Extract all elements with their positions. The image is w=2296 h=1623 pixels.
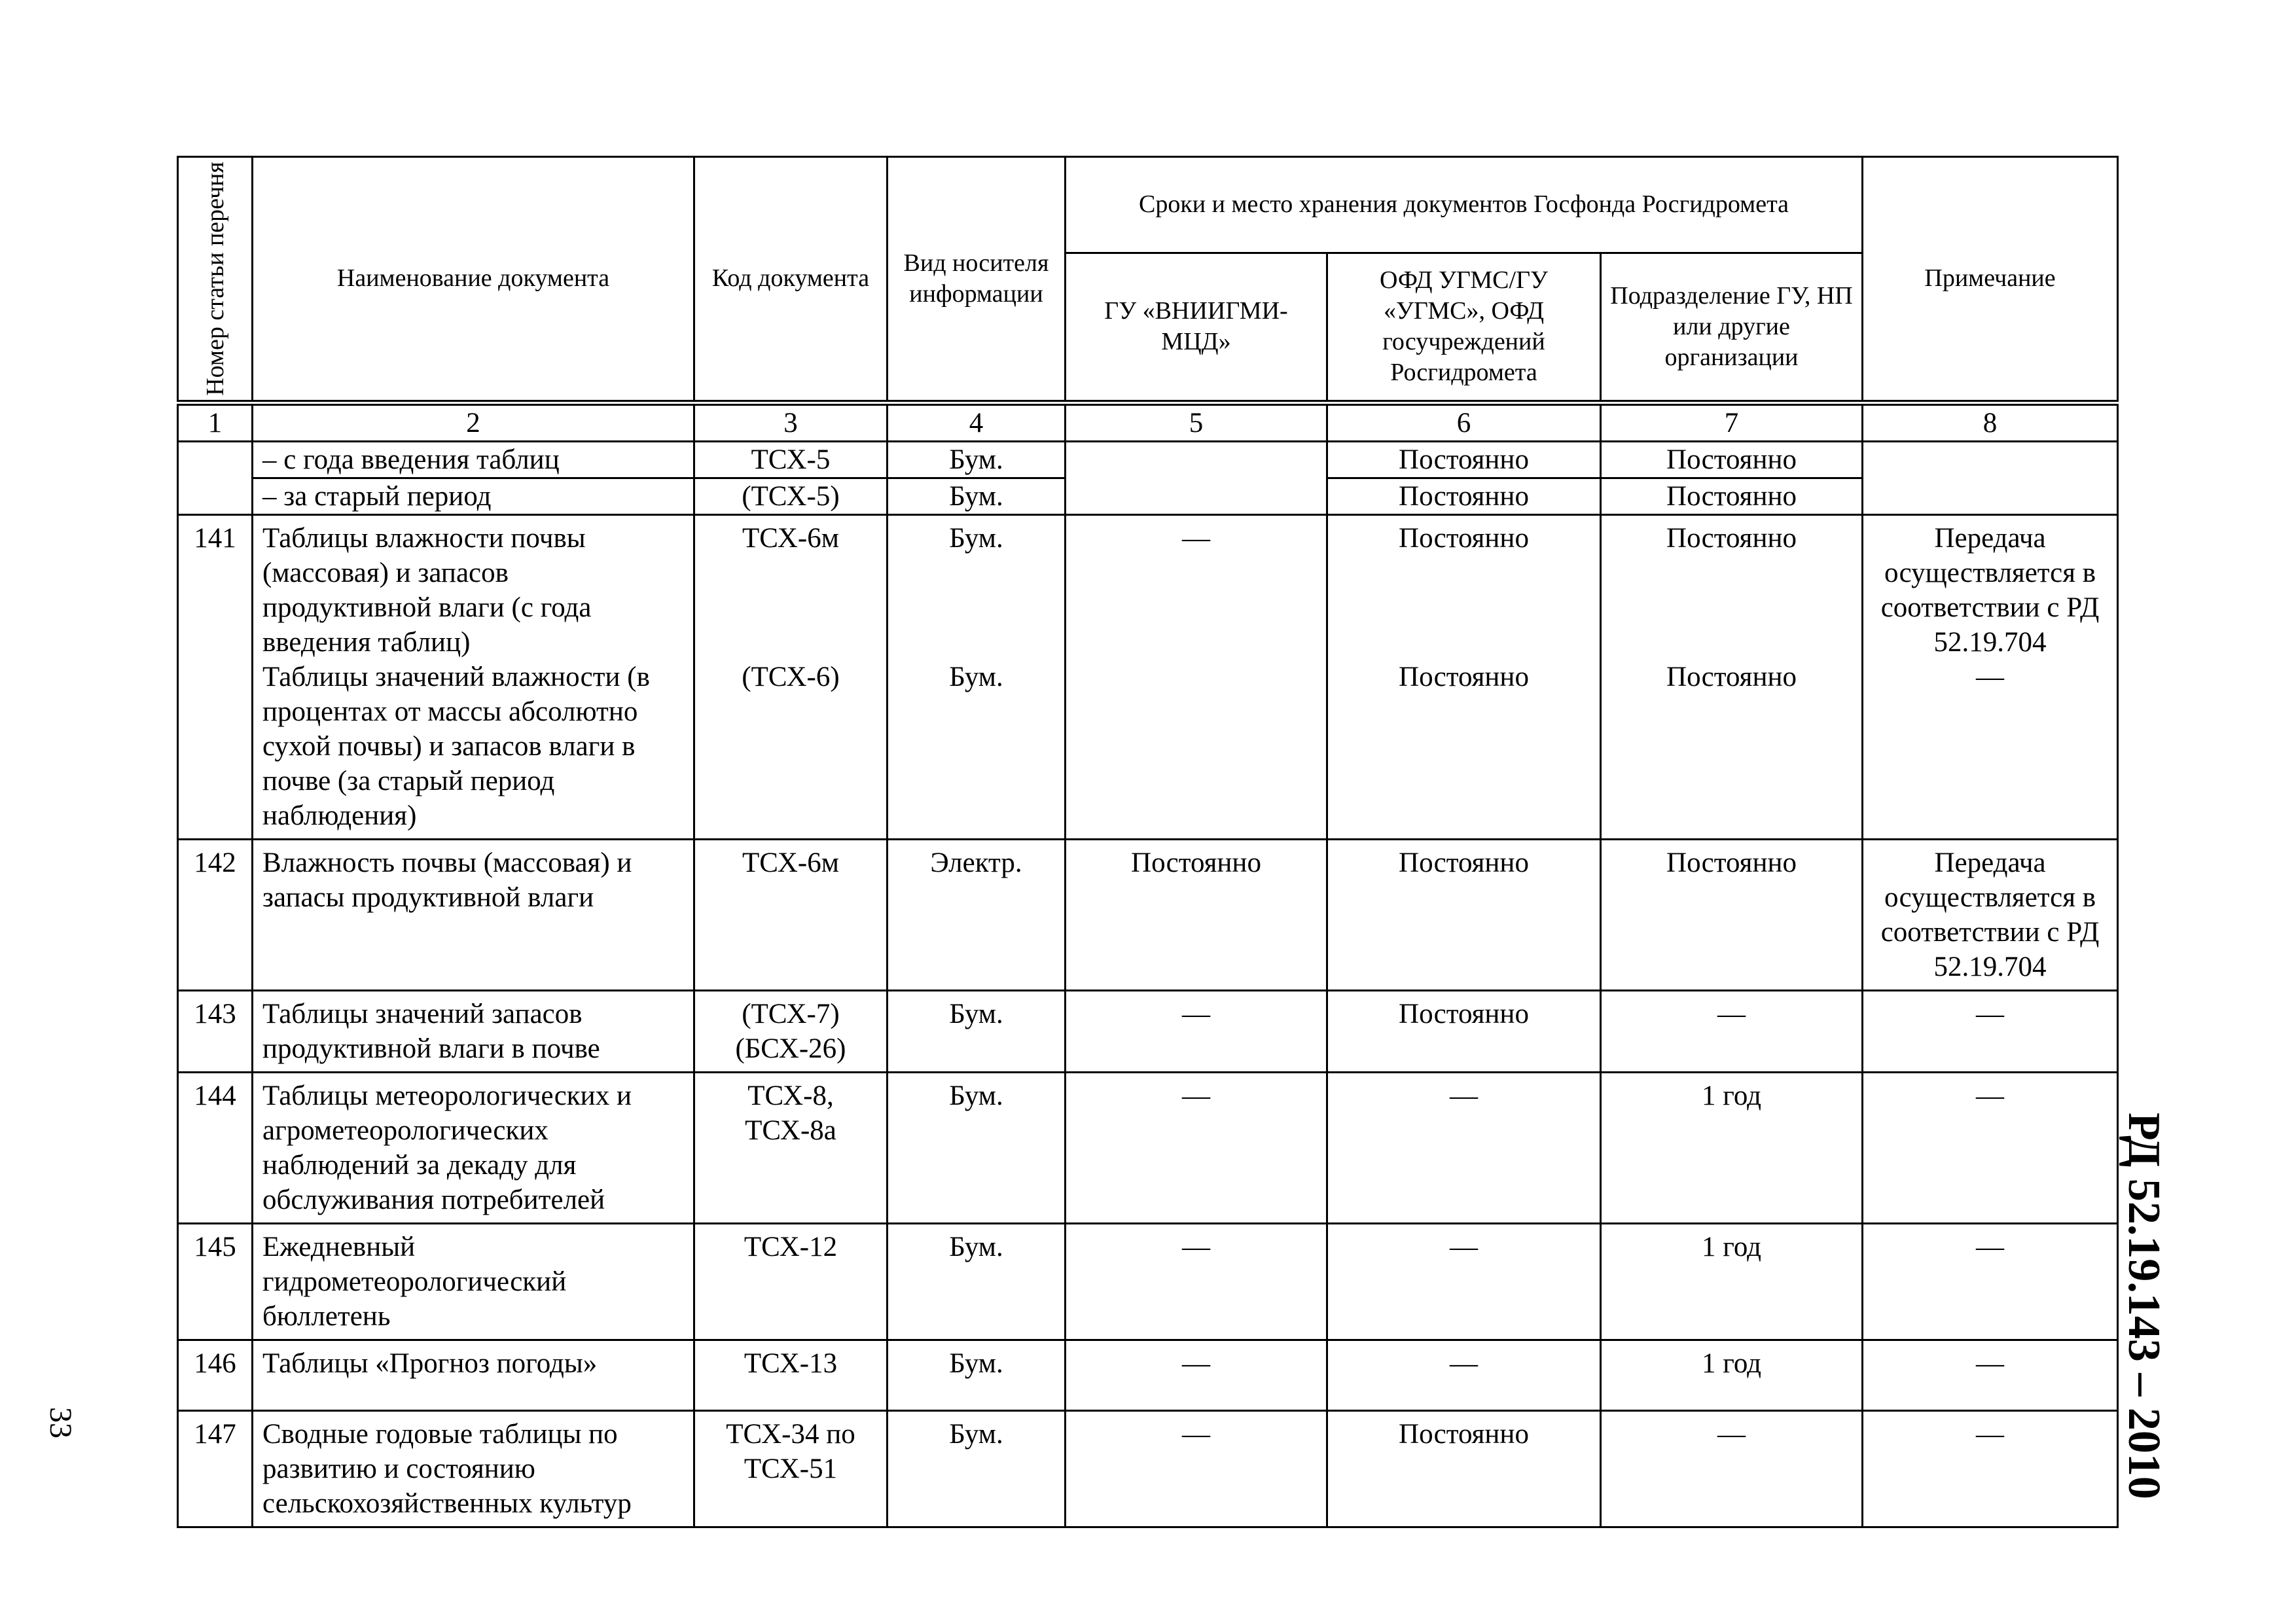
document-table — [177, 156, 2119, 1528]
storage-ofd-2: Постоянно — [1399, 661, 1529, 692]
col-number-6: 6 — [1327, 402, 1601, 441]
col-number-7: 7 — [1601, 402, 1863, 441]
row-number: 146 — [178, 1340, 253, 1410]
storage-ofd: Постоянно — [1327, 839, 1601, 990]
col-number-8: 8 — [1863, 402, 2118, 441]
storage-vniigmi — [1066, 441, 1327, 514]
doc-name: Таблицы значений запасов продуктивной влаги в почве — [253, 990, 694, 1072]
doc-media-2: Бум. — [949, 661, 1003, 692]
doc-name: – за старый период — [253, 478, 694, 514]
storage-vniigmi: — — [1066, 514, 1327, 839]
doc-code: (ТСХ-7) (БСХ-26) — [694, 990, 888, 1072]
storage-subdivision: 1 год — [1601, 1072, 1863, 1223]
table-row — [178, 839, 2118, 990]
header-code: Код документа — [694, 157, 888, 403]
note — [1863, 441, 2118, 514]
storage-subdivision: Постоянно — [1601, 441, 1863, 478]
storage-vniigmi: — — [1066, 1223, 1327, 1340]
doc-name: Сводные годовые таблицы по развитию и состоянию сельскохозяйственных культур — [253, 1410, 694, 1527]
row-number: 142 — [178, 839, 253, 990]
col-number-1: 1 — [178, 402, 253, 441]
doc-name: Таблицы метеорологических и агрометеорологических наблюдений за декаду для обслуживания потребителей — [253, 1072, 694, 1223]
storage-subdivision: Постоянно — [1601, 839, 1863, 990]
row-number: 147 — [178, 1410, 253, 1527]
doc-name: Таблицы «Прогноз погоды» — [253, 1340, 694, 1410]
storage-subdivision: 1 год — [1601, 1223, 1863, 1340]
doc-media: Бум. — [888, 478, 1066, 514]
col-number-4: 4 — [888, 402, 1066, 441]
header-number: Номер статьи перечня — [178, 157, 253, 403]
storage-vniigmi: — — [1066, 1410, 1327, 1527]
storage-ofd: Постоянно — [1327, 441, 1601, 478]
doc-code: ТСХ-5 — [694, 441, 888, 478]
note: Передача осуществляется в соответствии с РД 52.19.704 — [1863, 839, 2118, 990]
table-row — [178, 990, 2118, 1072]
doc-name — [253, 514, 694, 839]
table-row — [178, 441, 2118, 478]
doc-media: Бум. — [888, 441, 1066, 478]
header-subdivision: Подразделение ГУ, НП или другие организации — [1601, 253, 1863, 402]
header-vniigmi: ГУ «ВНИИГМИ-МЦД» — [1066, 253, 1327, 402]
document-code: РД 52.19.143 – 2010 — [2119, 1113, 2169, 1499]
storage-subdivision: Постоянно — [1601, 478, 1863, 514]
doc-code: ТСХ-34 по ТСХ-51 — [694, 1410, 888, 1527]
table-row — [178, 1340, 2118, 1410]
row-number: 141 — [178, 514, 253, 839]
doc-name: Влажность почвы (массовая) и запасы продуктивной влаги — [253, 839, 694, 990]
doc-code-2: (ТСХ-6) — [742, 661, 840, 692]
row-number: 143 — [178, 990, 253, 1072]
header-storage-group: Сроки и место хранения документов Госфонда Росгидромета — [1066, 157, 1863, 253]
col-number-3: 3 — [694, 402, 888, 441]
storage-ofd — [1327, 514, 1601, 839]
note-1: Передача осуществляется в соответствии с РД 52.19.704 — [1880, 522, 2100, 658]
doc-code-1: ТСХ-6м — [742, 522, 839, 554]
note: — — [1863, 1223, 2118, 1340]
col-number-2: 2 — [253, 402, 694, 441]
storage-subdivision: — — [1601, 990, 1863, 1072]
note: — — [1863, 1410, 2118, 1527]
doc-name-part-1: Таблицы влажности почвы (массовая) и запасов продуктивной влаги (с года введения таблиц) — [262, 522, 592, 658]
doc-media: Бум. — [888, 1410, 1066, 1527]
doc-media: Электр. — [888, 839, 1066, 990]
table-row — [178, 1072, 2118, 1223]
table-row — [178, 1223, 2118, 1340]
storage-subdivision-1: Постоянно — [1666, 522, 1797, 554]
storage-subdivision-2: Постоянно — [1666, 661, 1797, 692]
storage-ofd: Постоянно — [1327, 478, 1601, 514]
doc-code: ТСХ-13 — [694, 1340, 888, 1410]
col-number-5: 5 — [1066, 402, 1327, 441]
storage-ofd: — — [1327, 1072, 1601, 1223]
doc-code: (ТСХ-5) — [694, 478, 888, 514]
storage-ofd: Постоянно — [1327, 1410, 1601, 1527]
page-number: 33 — [43, 1407, 78, 1438]
header-media: Вид носителя информации — [888, 157, 1066, 403]
doc-media-1: Бум. — [949, 522, 1003, 554]
note — [1863, 514, 2118, 839]
note-2: — — [1976, 661, 2005, 692]
storage-ofd-1: Постоянно — [1399, 522, 1529, 554]
storage-vniigmi: — — [1066, 1072, 1327, 1223]
row-number-cell — [178, 441, 253, 514]
header-name: Наименование документа — [253, 157, 694, 403]
storage-ofd: Постоянно — [1327, 990, 1601, 1072]
doc-name-part-2: Таблицы значений влажности (в процентах от массы абсолютно сухой почвы) и запасов влаги в почве (за старый период наблюдения) — [262, 661, 650, 831]
storage-vniigmi: Постоянно — [1066, 839, 1327, 990]
storage-vniigmi: — — [1066, 1340, 1327, 1410]
doc-code: ТСХ-8, ТСХ-8а — [694, 1072, 888, 1223]
storage-ofd: — — [1327, 1340, 1601, 1410]
note: — — [1863, 990, 2118, 1072]
storage-subdivision — [1601, 514, 1863, 839]
doc-media: Бум. — [888, 990, 1066, 1072]
table-row — [178, 1410, 2118, 1527]
row-number: 145 — [178, 1223, 253, 1340]
storage-subdivision: 1 год — [1601, 1340, 1863, 1410]
header-note: Примечание — [1863, 157, 2118, 403]
doc-code: ТСХ-6м — [694, 839, 888, 990]
note: — — [1863, 1340, 2118, 1410]
storage-ofd: — — [1327, 1223, 1601, 1340]
doc-media: Бум. — [888, 1072, 1066, 1223]
doc-name: Ежедневный гидрометеорологический бюллетень — [253, 1223, 694, 1340]
storage-vniigmi: — — [1066, 990, 1327, 1072]
note: — — [1863, 1072, 2118, 1223]
doc-code: ТСХ-12 — [694, 1223, 888, 1340]
row-number: 144 — [178, 1072, 253, 1223]
doc-media — [888, 514, 1066, 839]
storage-subdivision: — — [1601, 1410, 1863, 1527]
doc-media: Бум. — [888, 1223, 1066, 1340]
doc-code — [694, 514, 888, 839]
doc-media: Бум. — [888, 1340, 1066, 1410]
header-ofd: ОФД УГМС/ГУ «УГМС», ОФД госучреждений Росгидромета — [1327, 253, 1601, 402]
table-row — [178, 514, 2118, 839]
doc-name: – с года введения таблиц — [253, 441, 694, 478]
